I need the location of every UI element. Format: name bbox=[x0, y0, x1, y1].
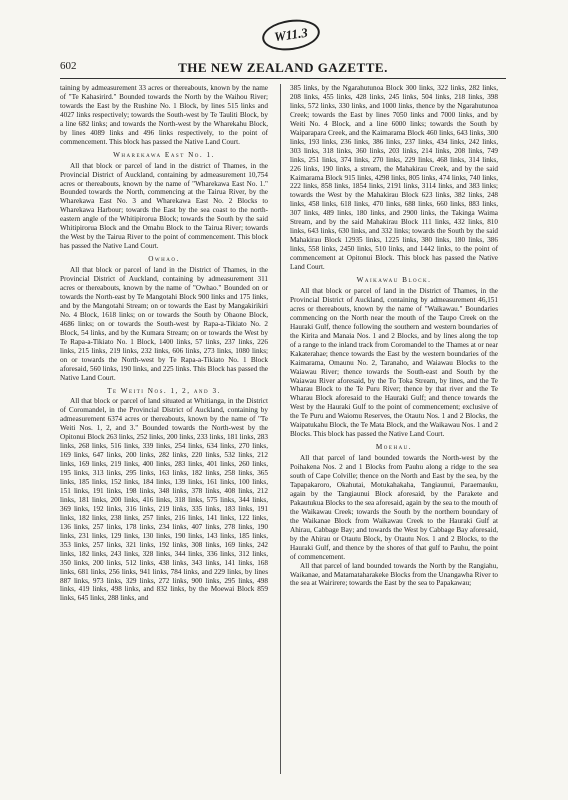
section-heading-waikawau: Waikawau Block. bbox=[356, 276, 432, 285]
page-number: 602 bbox=[60, 60, 77, 72]
left-paragraph-0: taining by admeasurement 33 acres or thereabouts, known by the name of "Te Kahasirird." Bounded towards the North by the Waihou River; towards the East by the Rushine No. 1 Block, by lines 515 links and 4027 links respectively; towards the South-west by Te Tauliti Block, by a line 682 links; and towards the North-west by the Wharekahu Block, by lines 4089 links and 496 links respectively, to the point of commencement. This block has passed the Native Land Court. bbox=[60, 84, 268, 146]
right-paragraph-1: All that block or parcel of land in the District of Thames, in the Provincial District of Auckland, containing by admeasurement 46,151 acres or thereabouts, known by the name of "Waikawau." Boundaries commencing on the North near the mouth of the Taupo Creek on the Hauraki Gulf, thence following the southern and western boundaries of the Kirita and Manaia Nos. 1 and 2 Blocks, and by lines along the top of a range to the inland track from Coromandel to the Thames at or near Kakaterahae; thence towards the East by the western boundaries of the Kaimarama, Omaunu No. 2, Taranaho, and Waiawau Blocks to the Waiawau River; thence towards the South-east and South by the Waiawau River aforesaid, by the To Toka Stream, by lines, and the Te Wharau Block to the Te Puru River; thence by that river and the Te Wharau Block aforesaid to the Hauraki Gulf; and thence towards the West by the Hauraki Gulf to the point of commencement; exclusive of the Te Puru and Waiomu Reserves, the Otautu Nos. 1 and 2 Blocks, the Waipatukahu Block, the Te Mata Block, and the Waikawau Nos. 1 and 2 Blocks. This block has passed the Native Land Court. bbox=[290, 286, 498, 439]
right-column bbox=[290, 84, 498, 588]
left-column bbox=[60, 84, 268, 603]
left-paragraph-1: All that block or parcel of land in the district of Thames, in the Provincial District of Auckland, containing by admeasurement 10,754 acres or thereabouts, known by the name of "Wharekawa East No. 1." Bounded towards the North, commencing at the Tairua River, by the Wharekawa East No. 3 and Wharekawa East No. 2 Blocks to Wharekawa Harbour; towards the East by the sea coast to the north-eastern angle of the Whitipirorua Block; towards the South by the said Whitipirorua Block and the Omahu Block to the Tairua River; towards the West by the Tairua River to the point of commencement. This block has passed the Native Land Court. bbox=[60, 161, 268, 251]
column-divider bbox=[280, 84, 281, 774]
left-paragraph-3: All that block or parcel of land situated at Whitianga, in the District of Coromandel, in the Provincial District of Auckland, containing by admeasurement 6374 acres or thereabouts, known by the name of "Te Weiti Nos. 1, 2, and 3." Bounded towards the North-west by the Opitonui Block 263 links, 252 links, 200 links, 233 links, 181 links, 283 links, 268 links, 516 links, 339 links, 254 links, 634 links, 270 links, 169 links, 647 links, 200 links, 282 links, 220 links, 532 links, 212 links, 169 links, 219 links, 400 links, 283 links, 401 links, 260 links, 195 links, 313 links, 295 links, 163 links, 182 links, 258 links, 365 links, 185 links, 152 links, 184 links, 139 links, 161 links, 100 links, 151 links, 191 links, 198 links, 348 links, 378 links, 408 links, 212 links, 181 links, 200 links, 416 links, 318 links, 575 links, 344 links, 369 links, 192 links, 316 links, 219 links, 335 links, 183 links, 191 links, 182 links, 238 links, 257 links, 216 links, 141 links, 122 links, 136 links, 257 links, 178 links, 234 links, 407 links, 278 links, 190 links, 231 links, 129 links, 130 links, 190 links, 143 links, 185 links, 353 links, 257 links, 321 links, 192 links, 308 links, 169 links, 242 links, 182 links, 243 links, 328 links, 344 links, 336 links, 312 links, 350 links, 200 links, 512 links, 438 links, 343 links, 141 links, 168 links, 681 links, 256 links, 941 links, 784 links, and 229 links, by lines 887 links, 973 links, 329 links, 272 links, 900 links, 295 links, 498 links, 419 links, 498 links, and 832 links, by the Moewai Block 859 links, 645 links, 288 links, and bbox=[60, 397, 268, 603]
right-paragraph-3: All that parcel of land bounded towards the North by the Rangiahu, Waikanae, and Matamataharakeke Blocks from the Unangawha River to the sea at Wairirere; towards the East by the sea to Papakawau; bbox=[290, 561, 498, 588]
page-header bbox=[60, 60, 506, 79]
section-heading-te-weiti: Te Weiti Nos. 1, 2, and 3. bbox=[107, 386, 221, 395]
section-heading-wharekawa-east: Wharekawa East No. 1. bbox=[113, 150, 215, 159]
archive-stamp: W11.3 bbox=[260, 16, 322, 54]
left-paragraph-2: All that block or parcel of land in the District of Thames, in the Provincial District of Auckland, containing by admeasurement 311 acres or thereabouts, known by the name of "Owhao." Bounded on or towards the North-east by Te Mangotahi Block 900 links and 175 links, and by the Mangotahi Stream; on or towards the East by Mangakirikiri No. 4 Block, 1618 links; on or towards the South by Ohaone Block, 4686 links; on or towards the South-west by Rapa-a-Tikiato No. 2 Block, 54 links, and by the Kumara Stream; on or towards the West by Te Rapa-a-Tikiato No. 1 Block, 1400 links, 57 links, 237 links, 226 links, 215 links, 219 links, 232 links, 606 links, 273 links, 1080 links; on or towards the North-west by Te Rapa-a-Tikiato No. 1 Block aforesaid, 560 links, 190 links, and 225 links. This Block has passed the Native Land Court. bbox=[60, 266, 268, 382]
right-paragraph-0: 385 links, by the Ngarahutunoa Block 300 links, 322 links, 282 links, 208 links, 455 links, 428 links, 245 links, 504 links, 218 links, 398 links, 572 links, 330 links, and 1000 links, thence by the Ngarahutunoa Creek; towards the East by lines 7050 links and 7000 links, and by Weiti No. 4 Block, and a line 6000 links; towards the South by Waiparapara Creek, and the Kaimarama Block 460 links, 643 links, 300 links, 193 links, 236 links, 386 links, 237 links, 434 links, 242 links, 303 links, 318 links, 360 links, 203 links, 214 links, 208 links, 749 links, 251 links, 374 links, 270 links, 229 links, 468 links, 314 links, 226 links, 190 links, a stream, the Mahakirau Creek, and by the said Kaimarama Block 915 links, 4298 links, 805 links, 474 links, 740 links, 222 links, 858 links, 1854 links, 2191 links, 3114 links, and 383 links; towards the West by the Mahakirau Block 623 links, 382 links, 248 links, 458 links, 618 links, 470 links, 688 links, 660 links, 883 links, 307 links, 489 links, 180 links, and 2900 links, the Takinga Waima Stream, and by the said Mahakirau Block 111 links, 432 links, 810 links, 643 links, 630 links, and 332 links; towards the South by the said Mahakirau Block 12935 links, 1225 links, 380 links, 180 links, 386 links, 558 links, 2450 links, 510 links, and 1442 links, to the point of commencement at Opitonui Block. This block has passed the Native Land Court. bbox=[290, 84, 498, 272]
page-title: THE NEW ZEALAND GAZETTE. bbox=[178, 60, 388, 75]
section-heading-owhao: Owhao. bbox=[148, 255, 180, 264]
section-heading-moehau: Moehau. bbox=[375, 443, 413, 452]
right-paragraph-2: All that parcel of land bounded towards the North-west by the Poihakena Nos. 2 and 1 Blocks from Pauhu along a ridge to the sea south of Cape Colville; thence on the North and East by the sea, by the Tapapakaroro, Okahutai, Motukahakaha, Tangiaunui, Paraemauku, again by the Tangiaunui Block aforesaid, by the Parakete and Pakautukua Blocks to the sea aforesaid, again by the sea to the mouth of the Waikawau Creek; towards the South by the northern boundary of the Waikanae Block from Waikawau Creek to the Hauraki Gulf at Ahirau, Cabbage Bay; and towards the West by Cabbage Bay aforesaid, by the Ahirau or Otautu Block, by Otautu Nos. 1 and 2 Blocks, to the Hauraki Gulf, and thence by the shores of that gulf to Pauhu, the point of commencement. bbox=[290, 454, 498, 561]
